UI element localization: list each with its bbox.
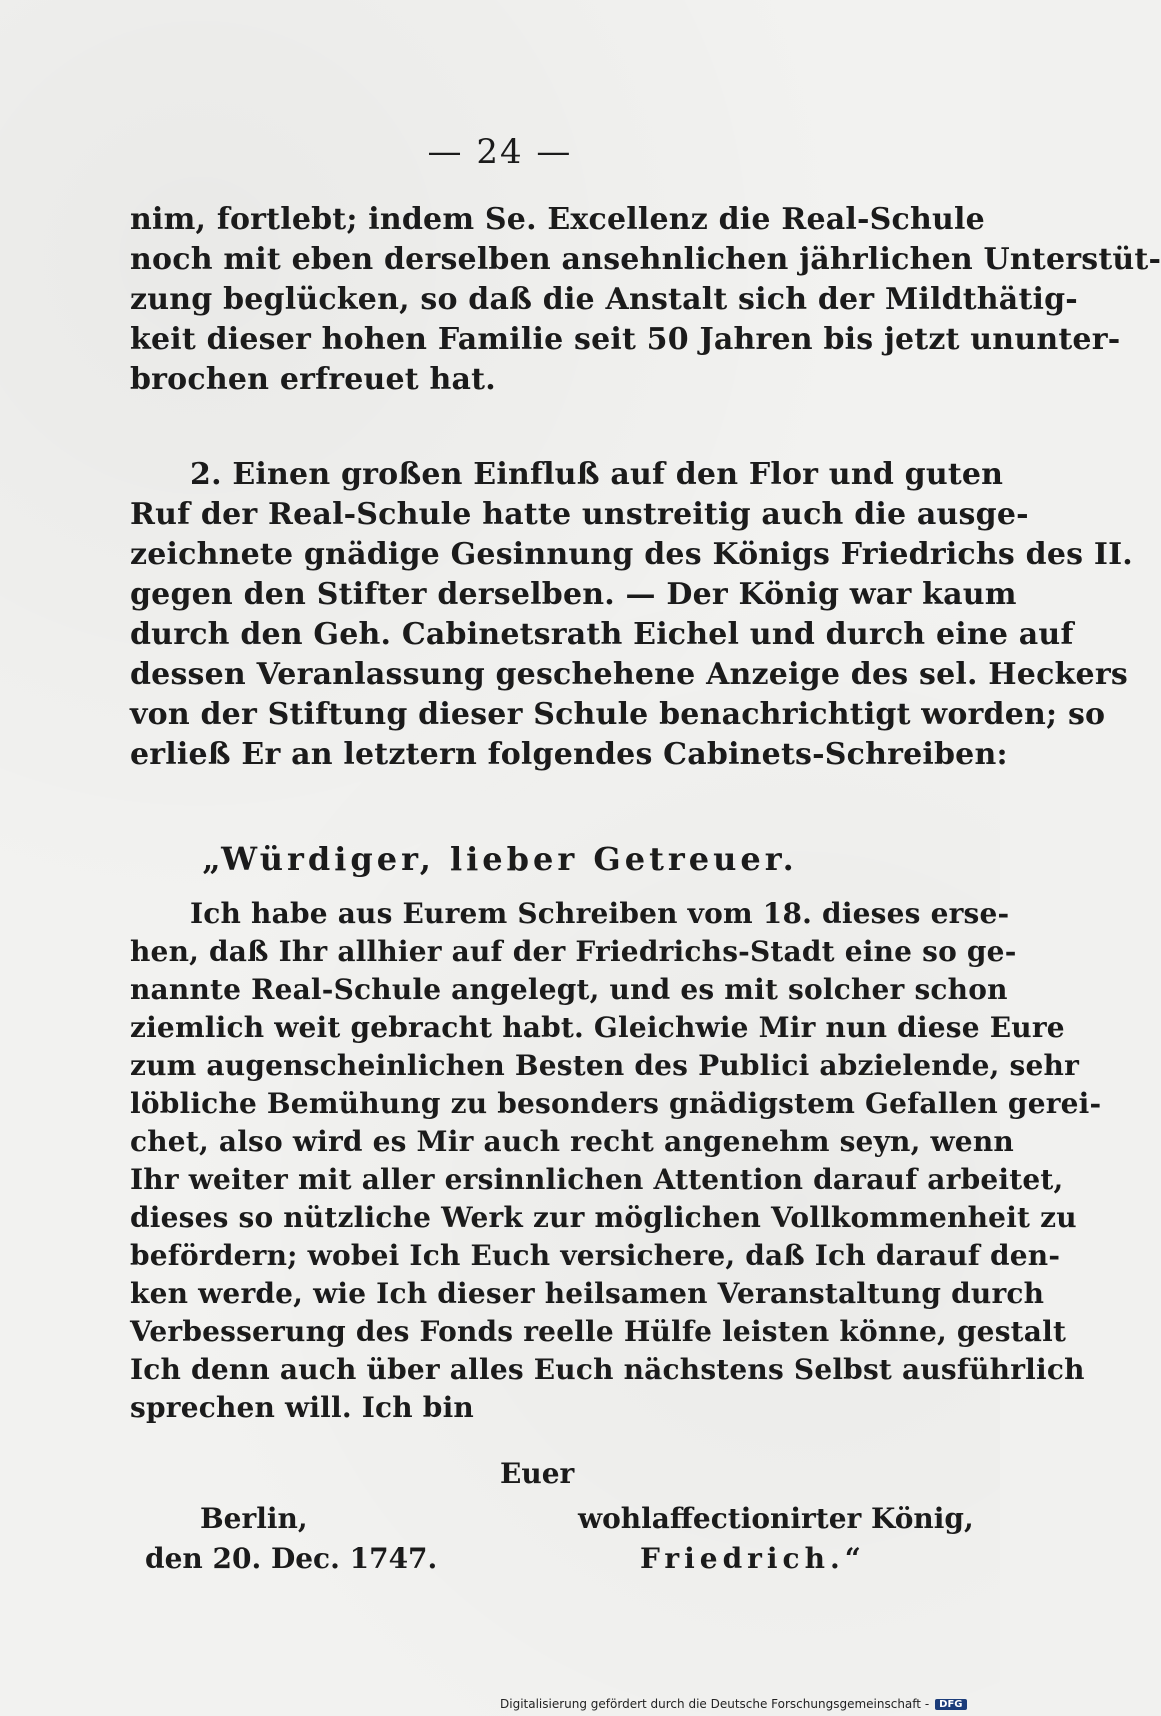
text-line: von der Stiftung dieser Schule benachrichtigt worden; so bbox=[130, 697, 1106, 732]
closing-regards: wohlaffectionirter König, bbox=[578, 1502, 974, 1535]
text-line: zum augenscheinlichen Besten des Publici abzielende, sehr bbox=[130, 1049, 1080, 1082]
closing-euer: Euer bbox=[500, 1457, 575, 1490]
text-line: hen, daß Ihr allhier auf der Friedrichs-Stadt eine so ge- bbox=[130, 935, 1017, 968]
text-line: erließ Er an letztern folgendes Cabinets-Schreiben: bbox=[130, 737, 1008, 772]
text-line: löbliche Bemühung zu besonders gnädigstem Gefallen gerei- bbox=[130, 1087, 1102, 1120]
letter-salutation: „Würdiger, lieber Getreuer. bbox=[202, 840, 798, 878]
signature: Friedrich.“ bbox=[640, 1542, 866, 1575]
text-line: befördern; wobei Ich Euch versichere, daß Ich darauf den- bbox=[130, 1239, 1061, 1272]
text-line: brochen erfreuet hat. bbox=[130, 362, 496, 397]
text-line: keit dieser hohen Familie seit 50 Jahren bis jetzt ununter- bbox=[130, 322, 1121, 357]
digitization-credit bbox=[500, 1697, 970, 1711]
paragraph-2 bbox=[130, 455, 1133, 775]
text-line: Ich habe aus Eurem Schreiben vom 18. dieses erse- bbox=[190, 897, 1010, 930]
text-line: Ihr weiter mit aller ersinnlichen Attention darauf arbeitet, bbox=[130, 1163, 1064, 1196]
letter-body bbox=[130, 895, 1102, 1427]
page-number: — 24 — bbox=[427, 132, 573, 172]
text-line: gegen den Stifter derselben. — Der König war kaum bbox=[130, 577, 1017, 612]
letter-place: Berlin, bbox=[200, 1502, 308, 1535]
text-line: chet, also wird es Mir auch recht angenehm seyn, wenn bbox=[130, 1125, 1014, 1158]
text-line: Verbesserung des Fonds reelle Hülfe leisten könne, gestalt bbox=[130, 1315, 1067, 1348]
text-line: zung beglücken, so daß die Anstalt sich der Mildthätig- bbox=[130, 282, 1078, 317]
text-line: nannte Real-Schule angelegt, und es mit solcher schon bbox=[130, 973, 1008, 1006]
text-line: noch mit eben derselben ansehnlichen jährlichen Unterstüt- bbox=[130, 242, 1161, 277]
text-line: sprechen will. Ich bin bbox=[130, 1391, 474, 1424]
credit-text: Digitalisierung gefördert durch die Deutsche Forschungsgemeinschaft - bbox=[500, 1697, 930, 1711]
text-line: nim, fortlebt; indem Se. Excellenz die Real-Schule bbox=[130, 202, 985, 237]
text-line: ken werde, wie Ich dieser heilsamen Veranstaltung durch bbox=[130, 1277, 1045, 1310]
paragraph-continued bbox=[130, 200, 1161, 400]
text-line: 2. Einen großen Einfluß auf den Flor und guten bbox=[190, 457, 1004, 492]
dfg-logo: DFG bbox=[935, 1699, 966, 1710]
text-line: Ich denn auch über alles Euch nächstens Selbst ausführlich bbox=[130, 1353, 1085, 1386]
text-line: dessen Veranlassung geschehene Anzeige des sel. Heckers bbox=[130, 657, 1128, 692]
text-line: Ruf der Real-Schule hatte unstreitig auch die ausge- bbox=[130, 497, 1029, 532]
text-line: dieses so nützliche Werk zur möglichen Vollkommenheit zu bbox=[130, 1201, 1077, 1234]
text-line: durch den Geh. Cabinetsrath Eichel und durch eine auf bbox=[130, 617, 1074, 652]
text-line: zeichnete gnädige Gesinnung des Königs Friedrichs des II. bbox=[130, 537, 1133, 572]
letter-date: den 20. Dec. 1747. bbox=[145, 1542, 438, 1575]
text-line: ziemlich weit gebracht habt. Gleichwie Mir nun diese Eure bbox=[130, 1011, 1065, 1044]
